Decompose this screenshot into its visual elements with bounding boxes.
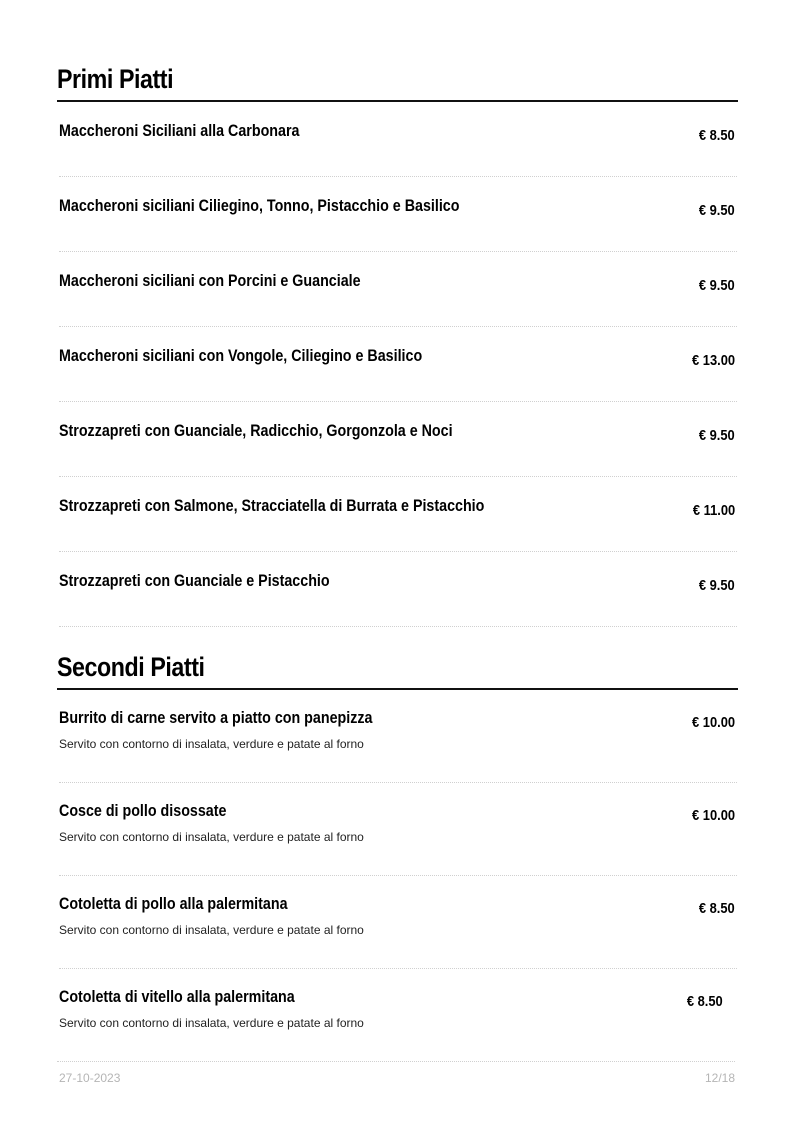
dish-name: Cotoletta di vitello alla palermitana: [59, 987, 295, 1006]
dish-description: Servito con contorno di insalata, verdure e patate al forno: [59, 1016, 364, 1030]
menu-item: [59, 102, 737, 177]
dish-name: Maccheroni siciliani con Vongole, Ciliegino e Basilico: [59, 346, 423, 365]
dish-name: Strozzapreti con Guanciale e Pistacchio: [59, 571, 330, 590]
page-number: 12/18: [704, 1071, 735, 1085]
section-secondi-piatti: [57, 652, 738, 1061]
menu-item: [59, 783, 737, 876]
dish-description: Servito con contorno di insalata, verdure e patate al forno: [59, 737, 364, 751]
section-primi-piatti: [57, 64, 738, 627]
menu-item: [59, 552, 737, 627]
footer-date: 27-10-2023: [59, 1071, 121, 1085]
dish-price: € 8.50: [699, 900, 735, 917]
dish-price: € 9.50: [699, 202, 735, 219]
dish-price: € 9.50: [699, 427, 735, 444]
menu-item: [59, 252, 737, 327]
menu-list: [57, 690, 738, 1061]
dish-price: € 11.00: [692, 502, 735, 519]
menu-item: [59, 327, 737, 402]
dish-name: Cotoletta di pollo alla palermitana: [59, 894, 288, 913]
dish-price: € 10.00: [691, 807, 735, 824]
dish-price: € 9.50: [699, 577, 735, 594]
menu-item: [59, 177, 737, 252]
dish-name: Maccheroni siciliani con Porcini e Guanciale: [59, 271, 361, 290]
dish-name: Maccheroni siciliani Ciliegino, Tonno, Pistacchio e Basilico: [59, 196, 460, 215]
dish-name: Burrito di carne servito a piatto con panepizza: [59, 708, 373, 727]
dish-price: € 8.50: [699, 127, 735, 144]
section-title: Secondi Piatti: [57, 652, 205, 682]
dish-price: € 9.50: [699, 277, 735, 294]
dish-description: Servito con contorno di insalata, verdure e patate al forno: [59, 830, 364, 844]
section-title: Primi Piatti: [57, 64, 174, 94]
dish-price: € 13.00: [691, 352, 735, 369]
dish-name: Maccheroni Siciliani alla Carbonara: [59, 121, 300, 140]
dish-price: € 8.50: [687, 993, 723, 1010]
dish-name: Cosce di pollo disossate: [59, 801, 227, 820]
menu-item: [59, 477, 737, 552]
menu-list: [57, 102, 738, 627]
dish-name: Strozzapreti con Salmone, Stracciatella di Burrata e Pistacchio: [59, 496, 485, 515]
dish-description: Servito con contorno di insalata, verdure e patate al forno: [59, 923, 364, 937]
dish-price: € 10.00: [691, 714, 735, 731]
menu-item: [59, 402, 737, 477]
menu-item: [59, 969, 737, 1061]
menu-item: [59, 690, 737, 783]
dish-name: Strozzapreti con Guanciale, Radicchio, Gorgonzola e Noci: [59, 421, 453, 440]
menu-item: [59, 876, 737, 969]
page-footer: [57, 1061, 735, 1085]
